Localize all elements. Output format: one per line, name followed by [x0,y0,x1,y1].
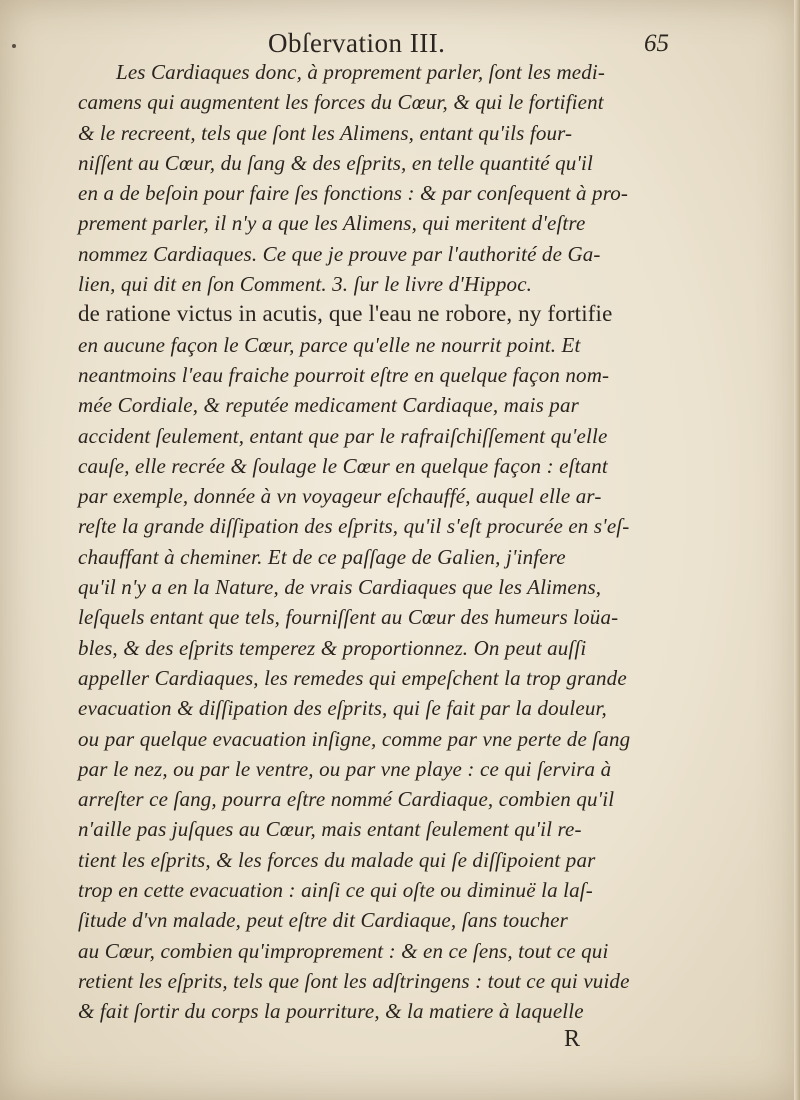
text-line: lien, qui dit en ſon Comment. 3. ſur le livre d'Hippoc. [78,272,533,297]
text-line: ou par quelque evacuation inſigne, comme par vne perte de ſang [78,726,631,751]
text-line: appeller Cardiaques, les remedes qui empeſchent la trop grande [78,665,627,690]
text-line: au Cœur, combien qu'improprement : & en ce ſens, tout ce qui [78,938,609,963]
text-line: trop en cette evacuation : ainſi ce qui oſte ou diminuë la laſ- [78,878,593,903]
ink-speck [12,44,16,48]
text-line: & fait ſortir du corps la pourriture, & la matiere à laquelle [78,999,584,1024]
text-line: leſquels entant que tels, fourniſſent au Cœur des humeurs loüa- [78,605,619,630]
text-line: chauffant à cheminer. Et de ce paſſage de Galien, j'infere [78,544,566,569]
text-line: par exemple, donnée à vn voyageur eſchauffé, auquel elle ar- [78,484,602,509]
text-line: arreſter ce ſang, pourra eſtre nommé Cardiaque, combien qu'il [78,787,615,812]
text-line: par le nez, ou par le ventre, ou par vne playe : ce qui ſervira à [78,756,612,781]
running-title: Obſervation III. [268,28,446,58]
text-line: bles, & des eſprits temperez & proportionnez. On peut auſſi [78,635,587,660]
text-line: ſitude d'vn malade, peut eſtre dit Cardiaque, ſans toucher [78,908,568,933]
text-line: nommez Cardiaques. Ce que je prouve par l'authorité de Ga- [78,241,601,266]
text-line: & le recreent, tels que ſont les Alimens, entant qu'ils four- [78,120,573,145]
text-line: prement parler, il n'y a que les Alimens, qui meritent d'eſtre [78,211,586,236]
text-line: evacuation & diſſipation des eſprits, qui ſe fait par la douleur, [78,696,607,721]
text-line: neantmoins l'eau fraiche pourroit eſtre en quelque façon nom- [78,362,610,387]
text-line: n'aille pas juſques au Cœur, mais entant ſeulement qu'il re- [78,817,582,842]
text-line: en aucune façon le Cœur, parce qu'elle ne nourrit point. Et [78,332,581,357]
text-line: qu'il n'y a en la Nature, de vrais Cardiaques que les Alimens, [78,575,602,600]
page-edge-shadow [794,0,800,1100]
text-line: tient les eſprits, & les forces du malade qui ſe diſſipoient par [78,847,596,872]
text-line: mée Cordiale, & reputée medicament Cardiaque, mais par [78,393,579,418]
body-text [78,57,688,1027]
text-line: niſſent au Cœur, du ſang & des eſprits, en telle quantité qu'il [78,150,593,175]
text-line: cauſe, elle recrée & ſoulage le Cœur en quelque façon : eſtant [78,453,608,478]
text-line: camens qui augmentent les forces du Cœur, & qui le fortifient [78,90,604,115]
text-line: retient les eſprits, tels que ſont les adſtringens : tout ce qui vuide [78,968,630,993]
page-number: 65 [644,30,669,57]
text-line: reſte la grande diſſipation des eſprits, qu'il s'eſt procurée en s'eſ- [78,514,630,539]
text-line: en a de beſoin pour faire ſes fonctions : & par conſequent à pro- [78,181,629,206]
text-line: de ratione victus in acutis, que l'eau ne robore, ny fortifie [78,301,613,327]
text-line: accident ſeulement, entant que par le rafraiſchiſſement qu'elle [78,423,608,448]
text-line: Les Cardiaques donc, à proprement parler, ſont les medi- [116,60,606,84]
signature-mark: R [564,1026,581,1052]
